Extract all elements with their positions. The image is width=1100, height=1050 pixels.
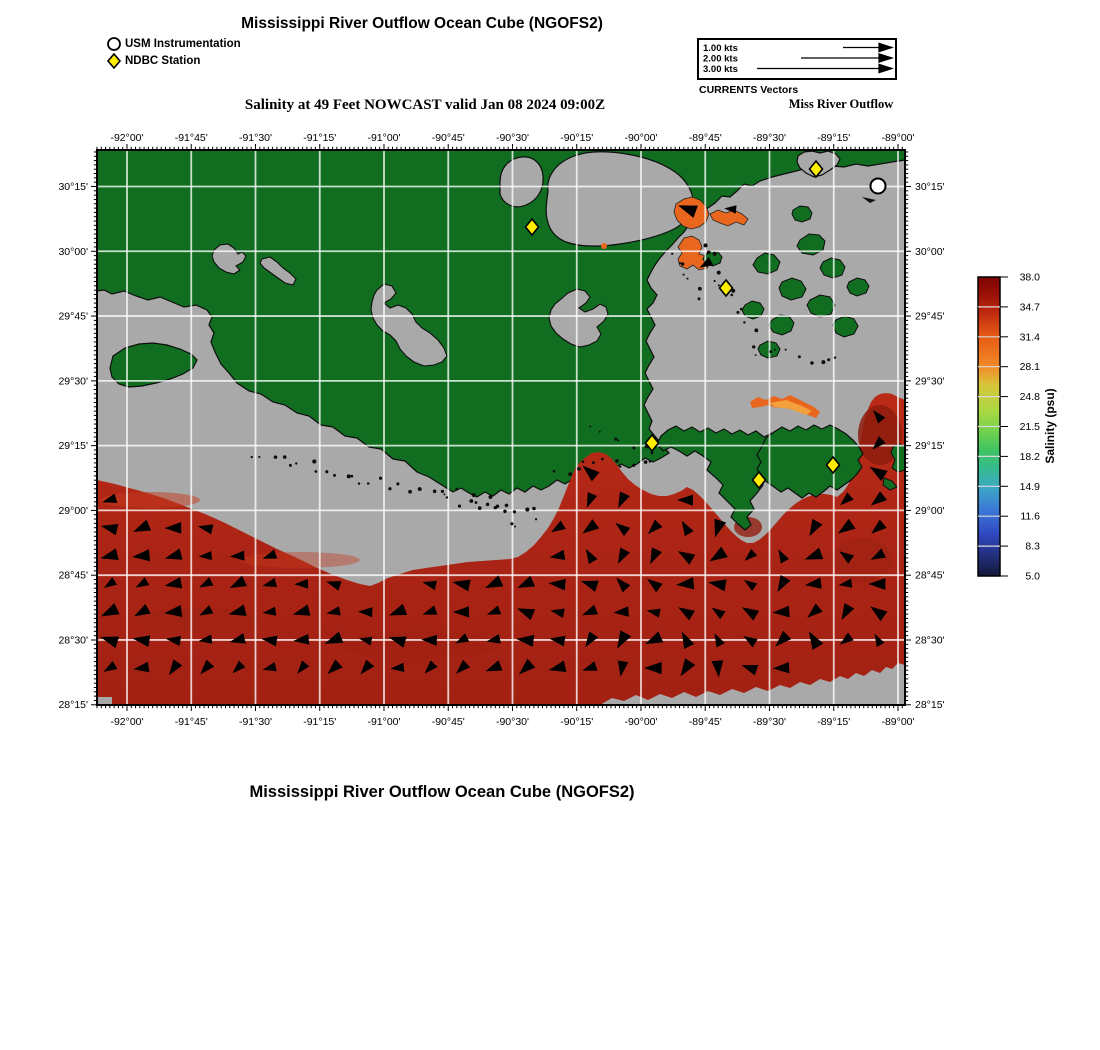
- colorbar-tick-label: 31.4: [1019, 331, 1040, 344]
- lat-tick-label: 29°00': [58, 504, 88, 517]
- lon-tick-label: -90°30': [495, 716, 530, 728]
- lon-tick-label: -89°45': [688, 716, 722, 728]
- speckle: [736, 311, 739, 314]
- speckle: [683, 274, 685, 276]
- speckle: [568, 472, 572, 476]
- speckle: [350, 475, 353, 478]
- lon-tick-label: -90°00': [624, 716, 658, 728]
- colorbar-tick-label: 18.2: [1019, 450, 1040, 463]
- speckle: [743, 321, 745, 323]
- lon-tick-label: -89°30': [752, 132, 787, 144]
- colorbar-title: Salinity (psu): [1043, 388, 1057, 464]
- vector-key-label-2: 2.00 kts: [703, 53, 738, 65]
- speckle: [396, 482, 399, 485]
- speckle: [443, 493, 445, 495]
- speckle: [671, 253, 673, 255]
- lon-tick-label: -90°30': [495, 132, 530, 144]
- lat-tick-label: 29°30': [58, 375, 88, 388]
- vector-key-caption: CURRENTS Vectors: [699, 84, 799, 96]
- dark-red-streak: [340, 631, 500, 659]
- speckle: [679, 262, 681, 264]
- speckle: [347, 474, 351, 478]
- colorbar-tick-label: 34.7: [1019, 301, 1040, 314]
- lat-tick-label: 30°15': [58, 181, 88, 193]
- lon-tick-label: -91°30': [238, 132, 273, 144]
- speckle: [713, 252, 717, 256]
- speckle: [494, 506, 497, 509]
- speckle: [707, 250, 711, 254]
- lon-tick-label: -91°00': [367, 716, 401, 728]
- colorbar-tick-labels: [1020, 272, 1041, 583]
- speckle: [505, 504, 508, 507]
- speckle: [408, 490, 412, 494]
- speckle: [589, 426, 591, 428]
- speckle: [488, 495, 492, 499]
- lat-tick-label: 29°15': [58, 440, 88, 453]
- speckle: [686, 278, 688, 280]
- legend-ndbc-label: NDBC Station: [125, 55, 201, 67]
- lat-tick-label: 30°00': [58, 245, 88, 258]
- speckle: [632, 464, 635, 467]
- speckle: [455, 488, 458, 491]
- colorbar-ticks: [1000, 277, 1008, 576]
- lon-tick-label: -92°00': [110, 716, 144, 728]
- masked-corner: [97, 697, 112, 705]
- speckle: [441, 490, 444, 493]
- lat-tick-label: 29°30': [915, 375, 945, 388]
- speckle: [714, 280, 716, 282]
- speckle: [433, 490, 437, 494]
- speckle: [755, 354, 757, 356]
- colorbar-tick-label: 14.9: [1019, 480, 1040, 493]
- speckle: [615, 459, 619, 463]
- speckle: [367, 482, 370, 485]
- speckle: [681, 262, 685, 266]
- lat-tick-label: 30°15': [915, 181, 945, 193]
- speckle: [769, 350, 772, 353]
- speckle: [388, 487, 391, 490]
- plume-orange-dot: [601, 243, 607, 249]
- speckle: [315, 470, 318, 473]
- speckle: [274, 455, 278, 459]
- plot-subtitle: Salinity at 49 Feet NOWCAST valid Jan 08 2024 09:00Z: [244, 97, 606, 113]
- speckle: [827, 358, 830, 361]
- lon-tick-label: -89°00': [881, 132, 915, 144]
- speckle: [289, 464, 292, 467]
- speckle: [503, 510, 506, 513]
- speckle: [295, 462, 297, 464]
- speckle: [740, 308, 743, 311]
- lat-tick-label: 28°30': [915, 634, 945, 647]
- lon-tick-label: -89°30': [752, 716, 787, 728]
- lat-tick-label: 28°30': [58, 634, 88, 647]
- colorbar: [978, 272, 1057, 583]
- speckle: [486, 503, 490, 507]
- speckle: [704, 243, 708, 247]
- lat-tick-label: 29°45': [915, 310, 945, 323]
- lat-tick-label: 28°15': [915, 699, 945, 712]
- colorbar-tick-label: 21.5: [1019, 421, 1040, 433]
- lon-tick-label: -91°15': [303, 716, 337, 728]
- speckle: [599, 431, 601, 433]
- speckle: [325, 470, 328, 473]
- lon-tick-label: -91°00': [367, 132, 401, 144]
- legend-usm-label: USM Instrumentation: [125, 38, 241, 50]
- speckle: [258, 456, 260, 458]
- lon-tick-label: -91°15': [303, 132, 337, 144]
- lat-tick-label: 29°00': [915, 504, 945, 517]
- figure-title: Mississippi River Outflow Ocean Cube (NGOFS2): [241, 15, 603, 32]
- lon-tick-label: -91°45': [174, 716, 208, 728]
- speckle: [730, 294, 733, 297]
- lat-tick-label: 28°45': [915, 569, 945, 582]
- lat-tick-label: 28°45': [58, 569, 88, 582]
- speckle: [418, 487, 422, 491]
- lon-tick-label: -90°15': [560, 132, 594, 144]
- map-layers: [97, 150, 905, 705]
- speckle: [582, 460, 585, 463]
- lon-tick-label: -92°00': [110, 132, 144, 144]
- colorbar-tick-label: 8.3: [1025, 540, 1040, 553]
- speckle: [774, 349, 776, 351]
- speckle: [632, 446, 635, 449]
- lon-tick-label: -90°45': [431, 716, 465, 728]
- lon-tick-label: -91°45': [174, 132, 208, 144]
- speckle: [698, 297, 701, 300]
- colorbar-tick-label: 5.0: [1025, 570, 1040, 583]
- speckle: [469, 499, 473, 503]
- speckle: [834, 356, 836, 358]
- colorbar-tick-label: 11.6: [1020, 510, 1040, 523]
- speckle: [553, 470, 556, 473]
- speckle: [601, 458, 604, 461]
- speckle: [785, 349, 787, 351]
- speckle: [510, 522, 513, 525]
- speckle: [312, 459, 316, 463]
- lon-tick-label: -89°15': [817, 716, 851, 728]
- lon-tick-label: -91°30': [238, 716, 273, 728]
- speckle: [358, 482, 360, 484]
- lon-tick-label: -90°00': [624, 132, 658, 144]
- speckle: [514, 526, 516, 528]
- lon-tick-label: -90°15': [560, 716, 594, 728]
- speckle: [619, 466, 621, 468]
- speckle: [718, 284, 720, 286]
- speckle: [644, 460, 648, 464]
- vector-key-label-3: 3.00 kts: [703, 64, 738, 75]
- lat-tick-label: 30°00': [915, 245, 945, 258]
- speckle: [472, 493, 476, 497]
- speckle: [821, 360, 825, 364]
- speckle: [592, 461, 595, 464]
- light-red-streak: [240, 552, 360, 568]
- speckle: [283, 455, 287, 459]
- lon-tick-label: -89°45': [688, 132, 722, 144]
- speckle: [532, 507, 536, 511]
- speckle: [251, 456, 253, 458]
- speckle: [798, 355, 801, 358]
- speckle: [649, 460, 652, 463]
- speckle: [617, 440, 619, 442]
- speckle: [458, 505, 461, 508]
- speckle: [535, 518, 537, 520]
- colorbar-tick-label: 24.8: [1019, 391, 1040, 404]
- lat-tick-label: 29°15': [915, 440, 945, 453]
- speckle: [379, 477, 382, 480]
- colorbar-tick-label: 38.0: [1019, 271, 1040, 284]
- speckle: [754, 328, 758, 332]
- speckle: [614, 437, 617, 440]
- speckle: [446, 496, 448, 498]
- speckle: [810, 361, 814, 365]
- lat-tick-label: 29°45': [58, 310, 88, 323]
- lat-tick-label: 28°15': [58, 699, 88, 712]
- lon-tick-label: -90°45': [431, 132, 465, 144]
- speckle: [698, 287, 702, 291]
- speckle: [513, 510, 516, 513]
- speckle: [752, 345, 755, 348]
- lon-tick-label: -89°00': [881, 716, 915, 728]
- speckle: [333, 474, 336, 477]
- speckle: [478, 506, 482, 510]
- speckle: [525, 507, 529, 511]
- speckle: [577, 467, 581, 471]
- speckle: [475, 501, 478, 504]
- vector-key-label-1: 1.00 kts: [703, 43, 738, 54]
- usm-station-marker: [871, 179, 886, 194]
- speckle: [717, 271, 721, 275]
- lon-tick-label: -89°15': [817, 132, 851, 144]
- colorbar-tick-label: 28.1: [1019, 361, 1040, 374]
- region-label: Miss River Outflow: [788, 97, 894, 111]
- footer-title: Mississippi River Outflow Ocean Cube (NGOFS2): [249, 783, 635, 801]
